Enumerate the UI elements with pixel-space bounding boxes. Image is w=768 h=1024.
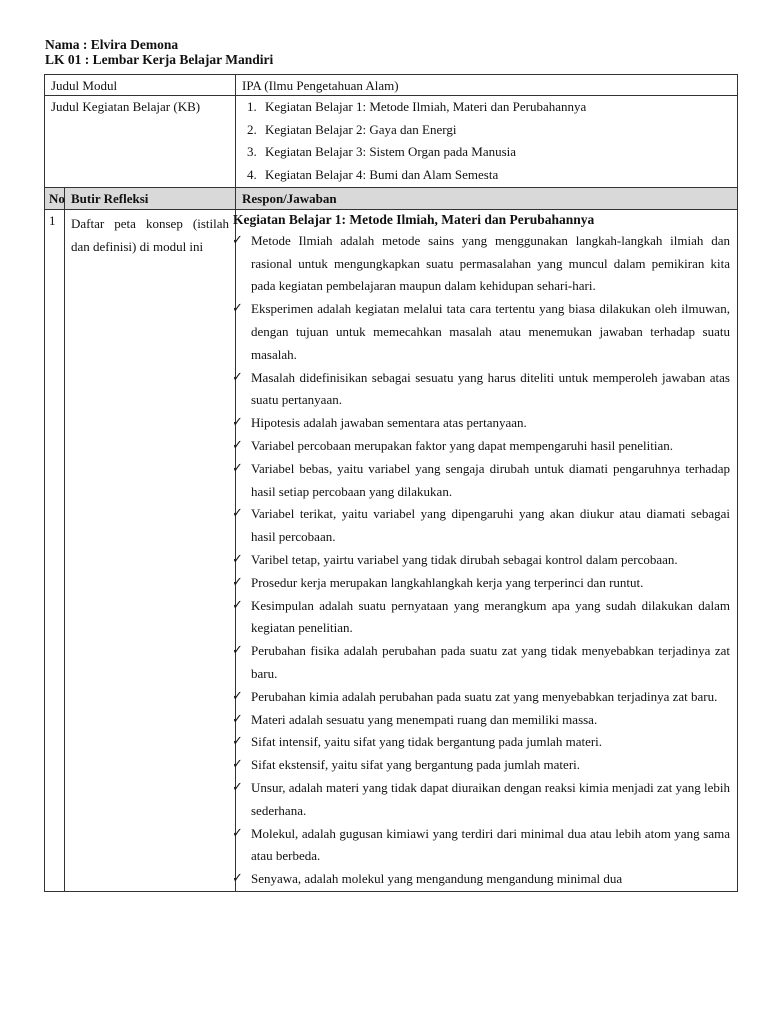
list-item xyxy=(232,412,730,435)
list-item xyxy=(232,572,730,595)
list-item xyxy=(232,503,730,549)
kb-item xyxy=(247,119,731,142)
kb-item-text: Kegiatan Belajar 3: Sistem Organ pada Manusia xyxy=(265,144,517,160)
checkmark-icon: ✓ xyxy=(232,688,243,704)
document-header xyxy=(45,37,273,67)
kb-item-number: 1. xyxy=(247,99,257,114)
table-header-row xyxy=(45,187,738,209)
checkmark-icon: ✓ xyxy=(232,757,243,773)
header-respon: Respon/Jawaban xyxy=(236,187,738,209)
judul-modul-value: IPA (Ilmu Pengetahuan Alam) xyxy=(236,75,738,96)
concept-text: Variabel percobaan merupakan faktor yang dapat mempengaruhi hasil penelitian. xyxy=(251,437,673,453)
kb-item-text: Kegiatan Belajar 2: Gaya dan Energi xyxy=(265,121,457,137)
checkmark-icon: ✓ xyxy=(232,301,243,317)
list-item xyxy=(232,686,730,709)
checkmark-icon: ✓ xyxy=(232,597,243,613)
concept-list xyxy=(232,230,730,891)
checkmark-icon: ✓ xyxy=(232,506,243,522)
concept-text: Varibel tetap, yairtu variabel yang tidak dirubah sebagai kontrol dalam percobaan. xyxy=(251,551,678,567)
kb-list-cell xyxy=(236,96,738,188)
checkmark-icon: ✓ xyxy=(232,437,243,453)
concept-text: Variabel terikat, yaitu variabel yang dipengaruhi yang akan diukur atau diamati sebagai hasil percobaan. xyxy=(251,506,730,545)
concept-text: Variabel bebas, yaitu variabel yang sengaja dirubah untuk diamati pengaruhnya terhadap hasil setiap percobaan yang dilakukan. xyxy=(251,460,730,499)
concept-text: Kesimpulan adalah suatu pernyataan yang merangkum apa yang sudah dilakukan dalam kegiatan penelitian. xyxy=(251,597,730,636)
concept-text: Eksperimen adalah kegiatan melalui tata cara tertentu yang biasa dilakukan oleh ilmuwan, dengan tujuan untuk memecahkan masalah atau menemukan jawaban terhadap suatu masalah. xyxy=(251,301,730,362)
concept-text: Perubahan kimia adalah perubahan pada suatu zat yang menyebabkan terjadinya zat baru. xyxy=(251,688,718,704)
concept-text: Materi adalah sesuatu yang menempati ruang dan memiliki massa. xyxy=(251,711,598,727)
concept-text: Sifat intensif, yaitu sifat yang tidak bergantung pada jumlah materi. xyxy=(251,734,603,750)
checkmark-icon: ✓ xyxy=(232,551,243,567)
concept-text: Senyawa, adalah molekul yang mengandung mengandung minimal dua xyxy=(251,871,623,887)
checkmark-icon: ✓ xyxy=(232,825,243,841)
row1-response xyxy=(232,209,738,891)
judul-kb-label: Judul Kegiatan Belajar (KB) xyxy=(45,96,236,188)
checkmark-icon: ✓ xyxy=(232,232,243,248)
row-judul-kb xyxy=(45,96,738,188)
kb-item-number: 4. xyxy=(247,167,257,183)
checkmark-icon: ✓ xyxy=(232,779,243,795)
header-butir: Butir Refleksi xyxy=(65,187,236,209)
list-item xyxy=(232,640,730,686)
concept-text: Metode Ilmiah adalah metode sains yang menggunakan langkah-langkah ilmiah dan rasional untuk mengungkapkan suatu permasalahan yang muncul dalam pemikiran kita pada kegiatan pembelajaran maupun dalam kehidupan sehari-hari. xyxy=(251,232,730,294)
concept-text: Sifat ekstensif, yaitu sifat yang bergantung pada jumlah materi. xyxy=(251,757,581,773)
list-item xyxy=(232,230,730,298)
list-item xyxy=(232,868,730,891)
kb-item-text: Kegiatan Belajar 1: Metode Ilmiah, Materi dan Perubahannya xyxy=(265,99,587,114)
checkmark-icon: ✓ xyxy=(232,643,243,659)
list-item xyxy=(232,298,730,366)
concept-text: Masalah didefinisikan sebagai sesuatu yang harus diteliti untuk memperoleh jawaban atas suatu pertanyaan. xyxy=(251,369,730,408)
checkmark-icon: ✓ xyxy=(232,415,243,431)
row1-butir: Daftar peta konsep (istilah dan definisi) di modul ini xyxy=(65,209,236,891)
list-item xyxy=(232,549,730,572)
judul-modul-label: Judul Modul xyxy=(45,75,236,96)
list-item xyxy=(232,754,730,777)
header-no: No xyxy=(45,187,65,209)
concept-text: Perubahan fisika adalah perubahan pada suatu zat yang tidak menyebabkan terjadinya zat baru. xyxy=(251,643,730,681)
list-item xyxy=(232,367,730,413)
kb-item-number: 2. xyxy=(247,121,257,137)
checkmark-icon: ✓ xyxy=(232,871,243,887)
list-item xyxy=(232,777,730,823)
reflection-row-1 xyxy=(45,209,738,891)
row1-no: 1 xyxy=(45,209,65,891)
kb-item-number: 3. xyxy=(247,144,257,160)
row-judul-modul xyxy=(45,75,738,96)
student-name: Nama : Elvira Demona xyxy=(45,37,179,52)
worksheet-title: LK 01 : Lembar Kerja Belajar Mandiri xyxy=(45,52,274,67)
checkmark-icon: ✓ xyxy=(232,734,243,750)
checkmark-icon: ✓ xyxy=(232,369,243,385)
kb-item xyxy=(247,164,731,187)
kb-list xyxy=(242,96,731,187)
kb-item-text: Kegiatan Belajar 4: Bumi dan Alam Semesta xyxy=(265,167,499,183)
list-item xyxy=(232,823,730,869)
kb-item xyxy=(247,141,731,164)
worksheet-table xyxy=(44,74,738,892)
concept-text: Prosedur kerja merupakan langkahlangkah kerja yang terperinci dan runtut. xyxy=(251,574,644,590)
concept-text: Unsur, adalah materi yang tidak dapat diuraikan dengan reaksi kimia menjadi zat yang lebih sederhana. xyxy=(251,779,730,818)
list-item xyxy=(232,595,730,641)
checkmark-icon: ✓ xyxy=(232,574,243,590)
kb-item xyxy=(247,96,731,119)
checkmark-icon: ✓ xyxy=(232,711,243,727)
kb1-title: Kegiatan Belajar 1: Metode Ilmiah, Materi dan Perubahannya xyxy=(233,211,595,227)
concept-text: Molekul, adalah gugusan kimiawi yang terdiri dari minimal dua atau lebih atom yang sama atau berbeda. xyxy=(251,825,730,864)
checkmark-icon: ✓ xyxy=(232,460,243,476)
list-item xyxy=(232,435,730,458)
concept-text: Hipotesis adalah jawaban sementara atas pertanyaan. xyxy=(251,415,527,431)
list-item xyxy=(232,731,730,754)
list-item xyxy=(232,458,730,504)
list-item xyxy=(232,709,730,732)
